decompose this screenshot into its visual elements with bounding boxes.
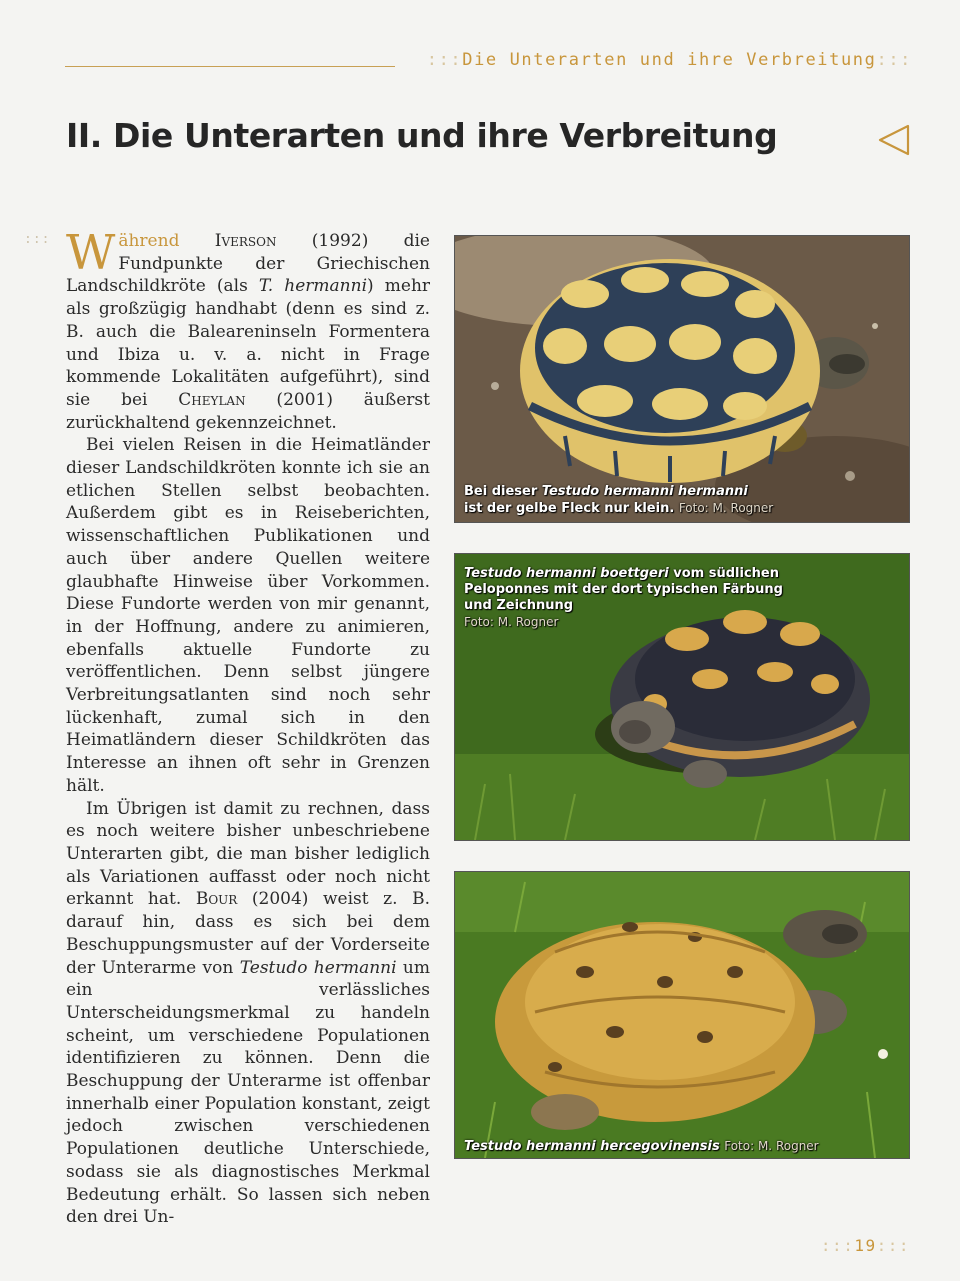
triangle-arrow-left-icon[interactable] — [876, 122, 912, 158]
running-head-suffix-dots: ::: — [876, 50, 912, 70]
dropcap: W — [66, 225, 116, 281]
caption-species: Testudo hermanni hermanni — [541, 484, 748, 499]
author-cheylan: Cheylan — [178, 389, 246, 410]
page-number — [821, 1236, 910, 1255]
side-dots: ::: — [24, 232, 51, 247]
photo-caption — [464, 1138, 819, 1155]
p1-text-a — [179, 231, 214, 251]
photo-credit: Foto: M. Rogner — [678, 501, 774, 515]
p3-text-a: Im Übrigen ist damit zu rechnen, dass es noch weitere bisher unbeschriebene Unterarten gibt, die man bisher lediglich als Variationen auffasst oder noch nicht erkannt hat. — [66, 798, 430, 910]
caption-text-a: Bei dieser — [464, 484, 542, 499]
running-head-text — [427, 50, 912, 70]
photo-tortoise-hercegovinensis — [454, 871, 910, 1159]
caption-species: Testudo hermanni hercegovinensis — [464, 1139, 720, 1154]
author-bour: Bour — [195, 889, 238, 910]
running-head-title: Die Unterarten und ihre Verbreitung — [462, 50, 877, 70]
species-t-hermanni: T. hermanni — [258, 276, 368, 297]
page-number-suffix-dots: ::: — [876, 1236, 910, 1255]
chapter-title: II. Die Unterarten und ihre Verbreitung — [66, 116, 778, 155]
photo-tortoise-boettgeri — [454, 553, 910, 841]
running-head-prefix-dots: ::: — [426, 50, 463, 70]
running-head-rule — [65, 66, 395, 67]
caption-species: Testudo hermanni boettgeri — [464, 566, 669, 581]
paragraph-1 — [66, 225, 431, 434]
paragraph-3 — [66, 798, 430, 1229]
photo-caption — [464, 566, 794, 631]
tortoise-photo-3-image — [455, 872, 909, 1158]
author-iverson: Iverson — [214, 231, 277, 251]
paragraph-2: Bei vielen Reisen in die Heimatländer dieser Landschildkröten konnte ich sie an etlichen Stellen selbst beobachten. Außerdem gibt es in Reiseberichten, wissenschaftlichen Publikationen und auch über andere Quellen weitere glaubhafte Hinweise über Vorkommen. Diese Fundorte werden von mir genannt, in der Hoffnung, andere zu animieren, ebenfalls aktuelle Fundorte zu veröffentlichen. Denn selbst jüngere Verbreitungsatlanten sind noch sehr lückenhaft, zumal sich in den Heimatländern dieser Schildkröten das Interesse an ihnen oft sehr in Grenzen hält. — [66, 435, 430, 796]
lead-word: ährend — [118, 231, 180, 251]
photo-tortoise-hermanni — [454, 235, 910, 523]
caption-text-b: vom südlichen Peloponnes mit der dort typischen Färbung und Zeichnung — [464, 566, 783, 613]
page-number-value: 19 — [854, 1236, 877, 1255]
p3-text-c: um ein verlässliches Unterscheidungsmerkmal zu handeln scheint, um verschiedene Populationen identifizieren zu können. Denn die Beschuppung der Unterarme ist offenbar innerhalb einer Population konstant, zeigt jedoch zwischen verschiedenen Populationen deutliche Unterschiede, sodass sie als diagnostisches Merkmal Bedeutung erhält. So lassen sich neben den drei Un- — [66, 957, 430, 1228]
p1-text-d: (2001) äußerst zurückhaltend gekennzeichnet. — [66, 389, 430, 433]
running-head — [0, 50, 960, 74]
p1-text-c: ) mehr als großzügig handhabt (denn es sind z. B. auch die Baleareninseln Formentera und Ibiza u. v. a. nicht in Frage kommende Lokalitäten aufgeführt), sind sie bei — [66, 276, 431, 410]
species-testudo-hermanni: Testudo hermanni — [239, 957, 397, 978]
photo-credit: Foto: M. Rogner — [724, 1139, 819, 1153]
photo-credit: Foto: M. Rogner — [464, 615, 559, 629]
body-text — [66, 225, 431, 1229]
page-number-prefix-dots: ::: — [820, 1236, 855, 1255]
photo-caption — [464, 484, 773, 517]
p3-text-b: (2004) weist z. B. darauf hin, dass es sich bei dem Beschuppungsmuster auf der Vorderseite der Unterarme von — [66, 889, 430, 978]
tortoise-photo-1-image — [455, 236, 909, 522]
caption-text-b: ist der gelbe Fleck nur klein. — [464, 501, 675, 516]
p1-text-b: (1992) die Fundpunkte der Griechischen Landschildkröte (als — [66, 231, 430, 297]
